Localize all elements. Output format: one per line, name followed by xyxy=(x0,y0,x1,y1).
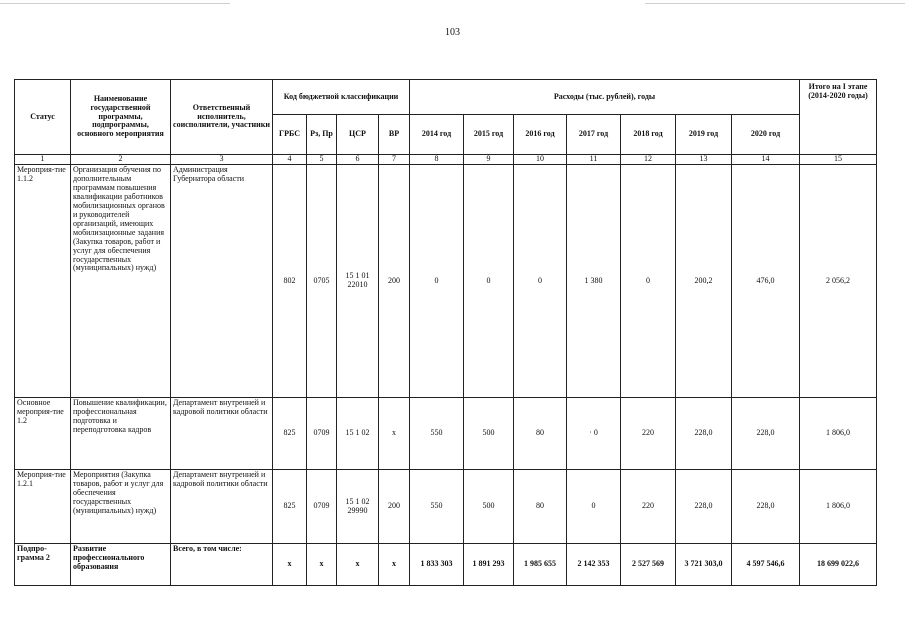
row-value-2016: 80 xyxy=(514,470,567,544)
header-row-top xyxy=(15,80,877,115)
header-total: Итого на I этапе (2014-2020 годы) xyxy=(800,80,877,155)
row-value-2014: 1 833 303 xyxy=(410,544,464,586)
row-value-2019: 3 721 303,0 xyxy=(676,544,732,586)
row-value-2018: 220 xyxy=(621,398,676,470)
column-number: 3 xyxy=(171,155,273,165)
row-value-2020: 476,0 xyxy=(732,165,800,398)
row-name: Мероприятия (Закупка товаров, работ и услуг для обеспечения государственных (муниципальных) нужд) xyxy=(71,470,171,544)
column-number: 2 xyxy=(71,155,171,165)
row-value-2020: 228,0 xyxy=(732,398,800,470)
row-name: Развитие профессионального образования xyxy=(71,544,171,586)
row-value-2017: · 0 xyxy=(567,398,621,470)
header-rz-pr: Рз, Пр xyxy=(307,115,337,155)
column-number: 15 xyxy=(800,155,877,165)
row-grbs: х xyxy=(273,544,307,586)
scan-line xyxy=(645,3,905,4)
table-row xyxy=(15,165,877,398)
page-number: 103 xyxy=(445,27,460,38)
header-responsible: Ответственный исполнитель, соисполнители, участники xyxy=(171,80,273,155)
header-year-2020: 2020 год xyxy=(732,115,800,155)
row-name: Организация обучения по дополнительным программам повышения квалификации работников мобилизационных органов и руководителей организаций, имеющих мобилизационные задания (Закупка товаров, работ и услуг для обеспечения государственных (муниципальных) нужд) xyxy=(71,165,171,398)
table-row xyxy=(15,398,877,470)
row-rz-pr: 0705 xyxy=(307,165,337,398)
scan-line xyxy=(0,3,230,4)
row-vr: 200 xyxy=(379,165,410,398)
row-total: 18 699 022,6 xyxy=(800,544,877,586)
header-budget-code: Код бюджетной классификации xyxy=(273,80,410,115)
header-grbs: ГРБС xyxy=(273,115,307,155)
row-value-2016: 0 xyxy=(514,165,567,398)
row-total: 2 056,2 xyxy=(800,165,877,398)
column-number: 11 xyxy=(567,155,621,165)
column-number: 13 xyxy=(676,155,732,165)
row-value-2015: 500 xyxy=(464,398,514,470)
row-value-2020: 228,0 xyxy=(732,470,800,544)
column-number: 6 xyxy=(337,155,379,165)
row-total: 1 806,0 xyxy=(800,470,877,544)
row-grbs: 825 xyxy=(273,470,307,544)
row-value-2014: 550 xyxy=(410,398,464,470)
header-status: Статус xyxy=(15,80,71,155)
column-number: 9 xyxy=(464,155,514,165)
row-status: Основное мероприя-тие 1.2 xyxy=(15,398,71,470)
row-value-2020: 4 597 546,6 xyxy=(732,544,800,586)
row-responsible: Всего, в том числе: xyxy=(171,544,273,586)
row-value-2019: 228,0 xyxy=(676,470,732,544)
header-year-2018: 2018 год xyxy=(621,115,676,155)
row-value-2018: 0 xyxy=(621,165,676,398)
column-number: 5 xyxy=(307,155,337,165)
row-responsible: Администрация Губернатора области xyxy=(171,165,273,398)
row-value-2019: 228,0 xyxy=(676,398,732,470)
header-year-2017: 2017 год xyxy=(567,115,621,155)
header-name: Наименование государственной программы, подпрограммы, основного мероприятия xyxy=(71,80,171,155)
row-value-2015: 0 xyxy=(464,165,514,398)
table-row xyxy=(15,544,877,586)
row-value-2014: 550 xyxy=(410,470,464,544)
row-value-2018: 2 527 569 xyxy=(621,544,676,586)
header-year-2019: 2019 год xyxy=(676,115,732,155)
header-year-2014: 2014 год xyxy=(410,115,464,155)
row-value-2014: 0 xyxy=(410,165,464,398)
row-status: Мероприя-тие 1.1.2 xyxy=(15,165,71,398)
row-value-2015: 500 xyxy=(464,470,514,544)
header-year-2016: 2016 год xyxy=(514,115,567,155)
column-number-row xyxy=(15,155,877,165)
row-rz-pr: 0709 xyxy=(307,470,337,544)
row-value-2016: 1 985 655 xyxy=(514,544,567,586)
row-grbs: 802 xyxy=(273,165,307,398)
header-year-2015: 2015 год xyxy=(464,115,514,155)
row-vr: х xyxy=(379,398,410,470)
row-grbs: 825 xyxy=(273,398,307,470)
row-responsible: Департамент внутренней и кадровой политики области xyxy=(171,470,273,544)
row-rz-pr: 0709 xyxy=(307,398,337,470)
header-csr: ЦСР xyxy=(337,115,379,155)
row-name: Повышение квалификации, профессиональная подготовка и переподготовка кадров xyxy=(71,398,171,470)
row-csr: 15 1 02 29990 xyxy=(337,470,379,544)
row-value-2018: 220 xyxy=(621,470,676,544)
column-number: 7 xyxy=(379,155,410,165)
row-value-2017: 1 380 xyxy=(567,165,621,398)
column-number: 14 xyxy=(732,155,800,165)
column-number: 10 xyxy=(514,155,567,165)
row-value-2015: 1 891 293 xyxy=(464,544,514,586)
row-value-2019: 200,2 xyxy=(676,165,732,398)
budget-table xyxy=(14,79,877,586)
row-responsible: Департамент внутренней и кадровой политики области xyxy=(171,398,273,470)
column-number: 12 xyxy=(621,155,676,165)
header-expenses: Расходы (тыс. рублей), годы xyxy=(410,80,800,115)
row-rz-pr: х xyxy=(307,544,337,586)
row-value-2017: 2 142 353 xyxy=(567,544,621,586)
row-csr: 15 1 02 xyxy=(337,398,379,470)
row-value-2016: 80 xyxy=(514,398,567,470)
table-row xyxy=(15,470,877,544)
header-vr: ВР xyxy=(379,115,410,155)
row-vr: х xyxy=(379,544,410,586)
row-status: Мероприя-тие 1.2.1 xyxy=(15,470,71,544)
row-total: 1 806,0 xyxy=(800,398,877,470)
row-status: Подпро-грамма 2 xyxy=(15,544,71,586)
column-number: 8 xyxy=(410,155,464,165)
row-csr: 15 1 01 22010 xyxy=(337,165,379,398)
column-number: 4 xyxy=(273,155,307,165)
row-csr: х xyxy=(337,544,379,586)
column-number: 1 xyxy=(15,155,71,165)
row-value-2017: 0 xyxy=(567,470,621,544)
row-vr: 200 xyxy=(379,470,410,544)
